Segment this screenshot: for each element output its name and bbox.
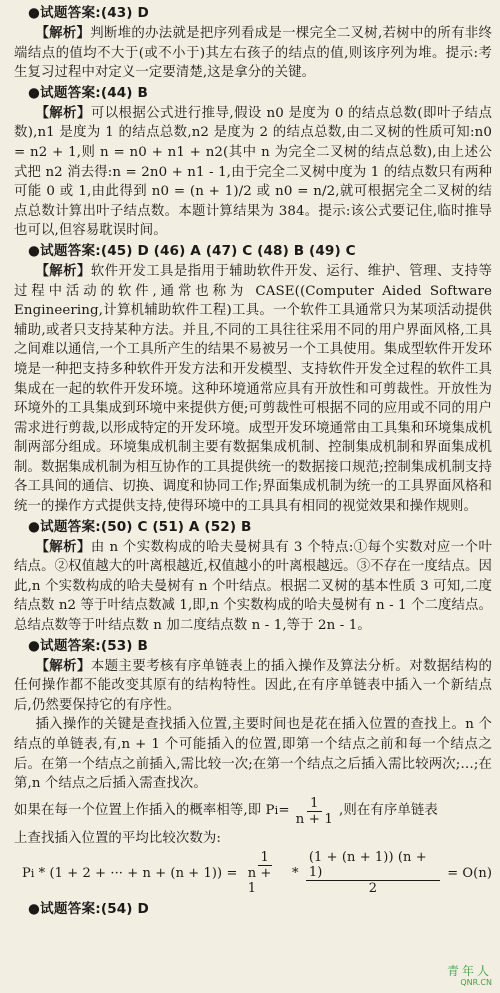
fraction-denominator: 2 [368, 881, 378, 897]
answer-line-43 [28, 3, 492, 24]
answer-label: ●试题答案: [28, 518, 101, 535]
answer-value: (44) B [100, 84, 148, 101]
answer-line-50-52 [28, 517, 492, 538]
analysis-text: 可以根据公式进行推导,假设 n0 是度为 0 的结点总数(即叶子结点数),n1 是度为 1 的结点总数,n2 是度为 2 的结点总数,由二叉树的性质可知:n0 = n2 + 1,则 n = n0 + n1 + n2(其中 n 为完全二叉树的结点总数),由上述公式把 n2 消去得:n = 2n0 + n1 - 1,由于完全二叉树中度为 1 的结点数只有两种可能 0 或 1,由此得到 n0 = (n + 1)/2 或 n0 = n/2,就可根据完全二叉树的结点总数计算出叶子结点数。本题计算结果为 384。提示:该公式要记住,临时推导也可以,但容易耽误时间。 [14, 105, 492, 239]
analysis-paragraph-huffman [14, 538, 492, 636]
analysis-paragraph-case-tools [14, 262, 492, 517]
formula-subscript: i [30, 866, 35, 880]
analysis-tag: 【解析】 [35, 26, 91, 41]
answer-value: (43) D [100, 5, 149, 21]
fraction-denominator: n + 1 [295, 811, 334, 827]
fraction-denominator: n + 1 [247, 866, 272, 897]
probability-fraction [293, 796, 336, 827]
probability-subscript: i [274, 804, 279, 818]
probability-suffix: ,则在有序单链表 [339, 803, 438, 819]
analysis-paragraph-linked-list [14, 657, 492, 716]
answer-label: ●试题答案: [28, 242, 101, 259]
formula-sum: * (1 + 2 + ··· + n + (n + 1)) = [34, 865, 242, 881]
formula-fraction-2 [306, 850, 440, 896]
fraction-numerator: 1 [307, 796, 322, 812]
analysis-text: 软件开发工具是指用于辅助软件开发、运行、维护、管理、支持等过程中活动的软件,通常也称为 CASE((Computer Aided Software Engineering,计算机辅助软件工程)工具。一个软件工具通常只为某项活动提供辅助,或者只支持某种方法。并且,不同的工具往往采用不同的用户界面风格,工具之间难以通信,一个工具所产生的结果不易被另一个工具使用。集成型软件开发环境是一种把支持多种软件开发方法和开发模型、支持软件开发全过程的软件工具集成在一起的软件开发环境。这种环境通常应具有开放性和可剪裁性。开放性为环境外的工具集成到环境中来提供方便;可剪裁性可根据不同的应用或不同的用户需求进行剪裁,以形成特定的开发环境。成型开发环境通常由工具集和环境集成机制两部分组成。环境集成机制主要有数据集成机制、控制集成机制和界面集成机制。数据集成机制为相互协作的工具提供统一的数据接口规范;控制集成机制支持各工具间的通信、切换、调度和协同工作;界面集成机制为统一的工具界面风格和统一的操作方式提供支持,使得环境中的工具具有相同的视觉效果和操作规则。 [14, 263, 492, 515]
watermark-chinese: 青年人 [446, 964, 492, 978]
answer-line-45-49 [28, 241, 492, 262]
answer-value: (54) D [100, 901, 149, 918]
formula-fraction-1 [245, 850, 285, 896]
answer-line-53 [28, 636, 492, 657]
answer-line-54 [28, 899, 492, 920]
answer-value: (53) B [100, 637, 148, 654]
answer-label: ●试题答案: [28, 901, 101, 918]
analysis-paragraph-heap [14, 24, 492, 83]
document-page [14, 3, 492, 920]
fraction-numerator: 1 [258, 850, 272, 866]
analysis-text: 判断堆的办法就是把序列看成是一棵完全二叉树,若树中的所有非终端结点的值均不大于(或不小于)其左右孩子的结点的值,则该序列为堆。提示:考生复习过程中对定义一定要清楚,这是拿分的关键。 [14, 26, 492, 81]
analysis-tag: 【解析】 [35, 105, 91, 121]
probability-line [14, 796, 492, 827]
answer-line-44 [28, 83, 492, 104]
probability-prefix: 如果在每一个位置上作插入的概率相等,即 P [14, 803, 275, 819]
site-watermark [447, 965, 492, 989]
insertion-paragraph: 插入操作的关键是查找插入位置,主要时间也是花在插入位置的查找上。n 个结点的单链表,有,n + 1 个可能插入的位置,即第一个结点之前和每一个结点之后。在第一个结点之前插入,需比较一次;在第一个结点之后插入需比较两次;…;在第,n 个结点之后插入需查找次。 [14, 717, 492, 792]
analysis-text: 本题主要考核有序单链表上的插入操作及算法分析。对数据结构的任何操作都不能改变其原有的结构特性。因此,在有序单链表中插入一个新结点后,仍然要保持它的有序性。 [14, 658, 492, 713]
watermark-domain: QNR.CN [460, 978, 492, 987]
answer-value: (45) D (46) A (47) C (48) B (49) C [100, 242, 356, 259]
answer-value: (50) C (51) A (52) B [100, 518, 252, 535]
average-comparisons-line: 上查找插入位置的平均比较次数为: [14, 830, 221, 846]
analysis-tag: 【解析】 [35, 539, 91, 555]
formula-result: = O(n) [442, 865, 492, 881]
analysis-tag: 【解析】 [35, 658, 91, 674]
fraction-numerator: (1 + (n + 1)) (n + 1) [306, 850, 440, 881]
answer-label: ●试题答案: [28, 637, 101, 654]
answer-label: ●试题答案: [28, 5, 101, 21]
average-formula [22, 850, 492, 896]
analysis-tag: 【解析】 [35, 263, 91, 279]
analysis-text: 由 n 个实数构成的哈夫曼树具有 3 个特点:①每个实数对应一个叶结点。②权值越大的叶离根越近,权值越小的叶离根越远。③不存在一度结点。因此,n 个实数构成的哈夫曼树有 n 个叶结点。根据二叉树的基本性质 3 可知,二度结点数 n2 等于叶结点数减 1,即,n 个实数构成的哈夫曼树有 n - 1 个二度结点。总结点数等于叶结点数 n 加二度结点数 n - 1,等于 2n - 1。 [14, 539, 492, 634]
probability-equals: = [278, 803, 290, 819]
analysis-paragraph-binary-tree [14, 104, 492, 241]
formula-multiply: * [287, 865, 303, 881]
answer-label: ●试题答案: [28, 84, 101, 101]
formula-lhs: P [22, 865, 31, 881]
